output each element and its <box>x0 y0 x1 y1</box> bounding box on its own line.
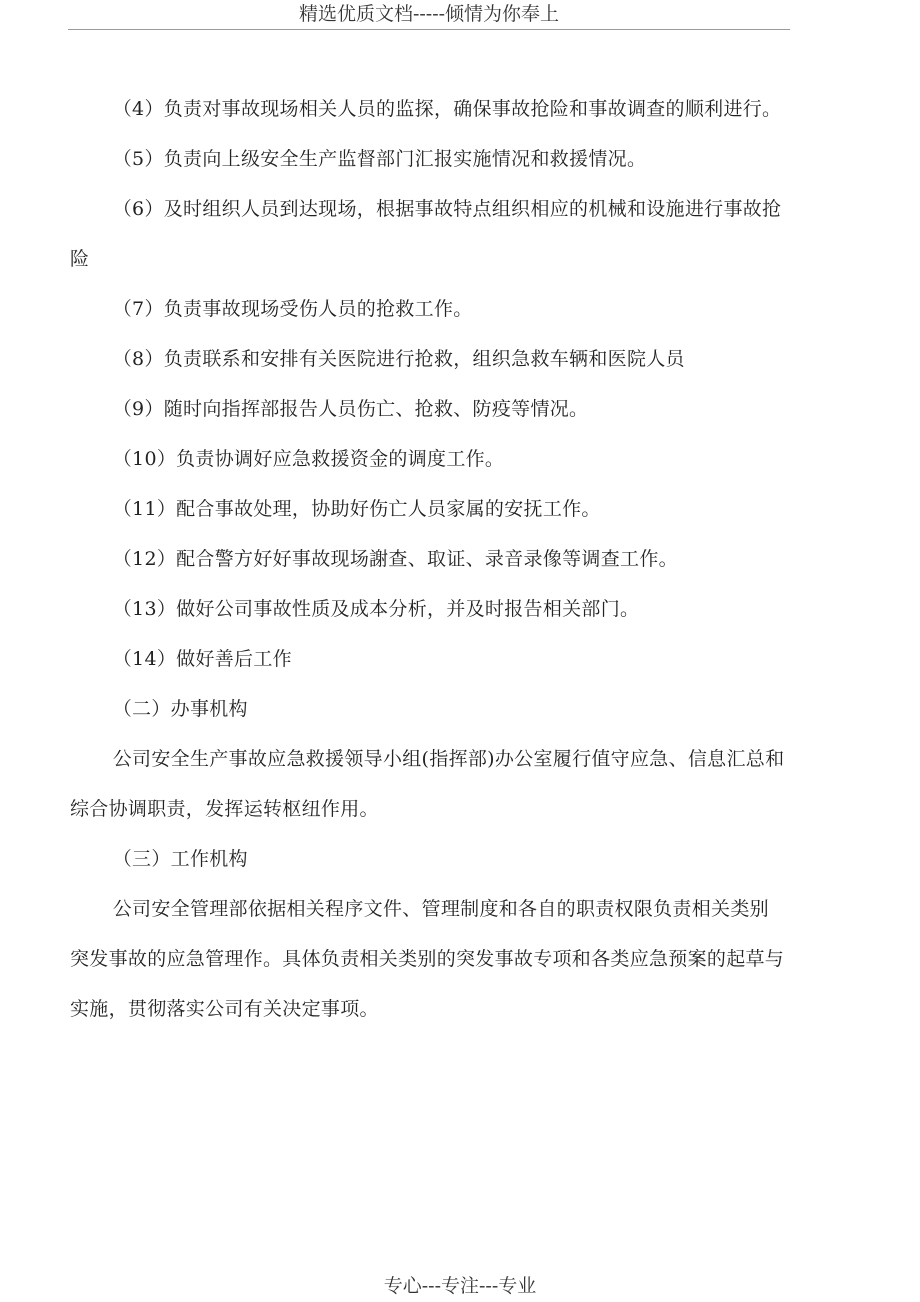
paragraph-duty-5: （5）负责向上级安全生产监督部门汇报实施情况和救援情况。 <box>112 148 647 170</box>
page-footer: 专心---专注---专业 <box>383 1275 537 1297</box>
document-body <box>70 84 786 1034</box>
paragraph-office-description: 公司安全生产事故应急救援领导小组(指挥部)办公室履行值守应急、信息汇总和综合协调职责，发挥运转枢纽作用。 <box>70 748 785 820</box>
paragraph-duty-7: （7）负责事故现场受伤人员的抢救工作。 <box>112 298 473 320</box>
paragraph-duty-6: （6）及时组织人员到达现场，根据事故特点组织相应的机械和设施进行事故抢险 <box>70 198 782 270</box>
page-header: 精选优质文档-----倾情为你奉上 <box>68 0 790 30</box>
paragraph-duty-9: （9）随时向指挥部报告人员伤亡、抢救、防疫等情况。 <box>112 398 589 420</box>
paragraph-duty-8: （8）负责联系和安排有关医院进行抢救，组织急救车辆和医院人员 <box>112 348 685 370</box>
section-heading-working-body: （三）工作机构 <box>112 848 248 870</box>
section-heading-office: （二）办事机构 <box>112 698 248 720</box>
paragraph-duty-10: （10）负责协调好应急救援资金的调度工作。 <box>112 448 505 470</box>
paragraph-duty-11: （11）配合事故处理，协助好伤亡人员家属的安抚工作。 <box>112 498 601 520</box>
paragraph-duty-14: （14）做好善后工作 <box>112 648 292 670</box>
paragraph-duty-13: （13）做好公司事故性质及成本分析，并及时报告相关部门。 <box>112 598 640 620</box>
paragraph-duty-4: （4）负责对事故现场相关人员的监探，确保事故抢险和事故调查的顺利进行。 <box>112 98 782 120</box>
paragraph-working-body-description: 公司安全管理部依据相关程序文件、管理制度和各自的职责权限负责相关类别突发事故的应急管理作。具体负责相关类别的突发事故专项和各类应急预案的起草与实施，贯彻落实公司有关决定事项。 <box>70 898 785 1020</box>
paragraph-duty-12: （12）配合警方好好事故现场謝查、取证、录音录像等调查工作。 <box>112 548 678 570</box>
